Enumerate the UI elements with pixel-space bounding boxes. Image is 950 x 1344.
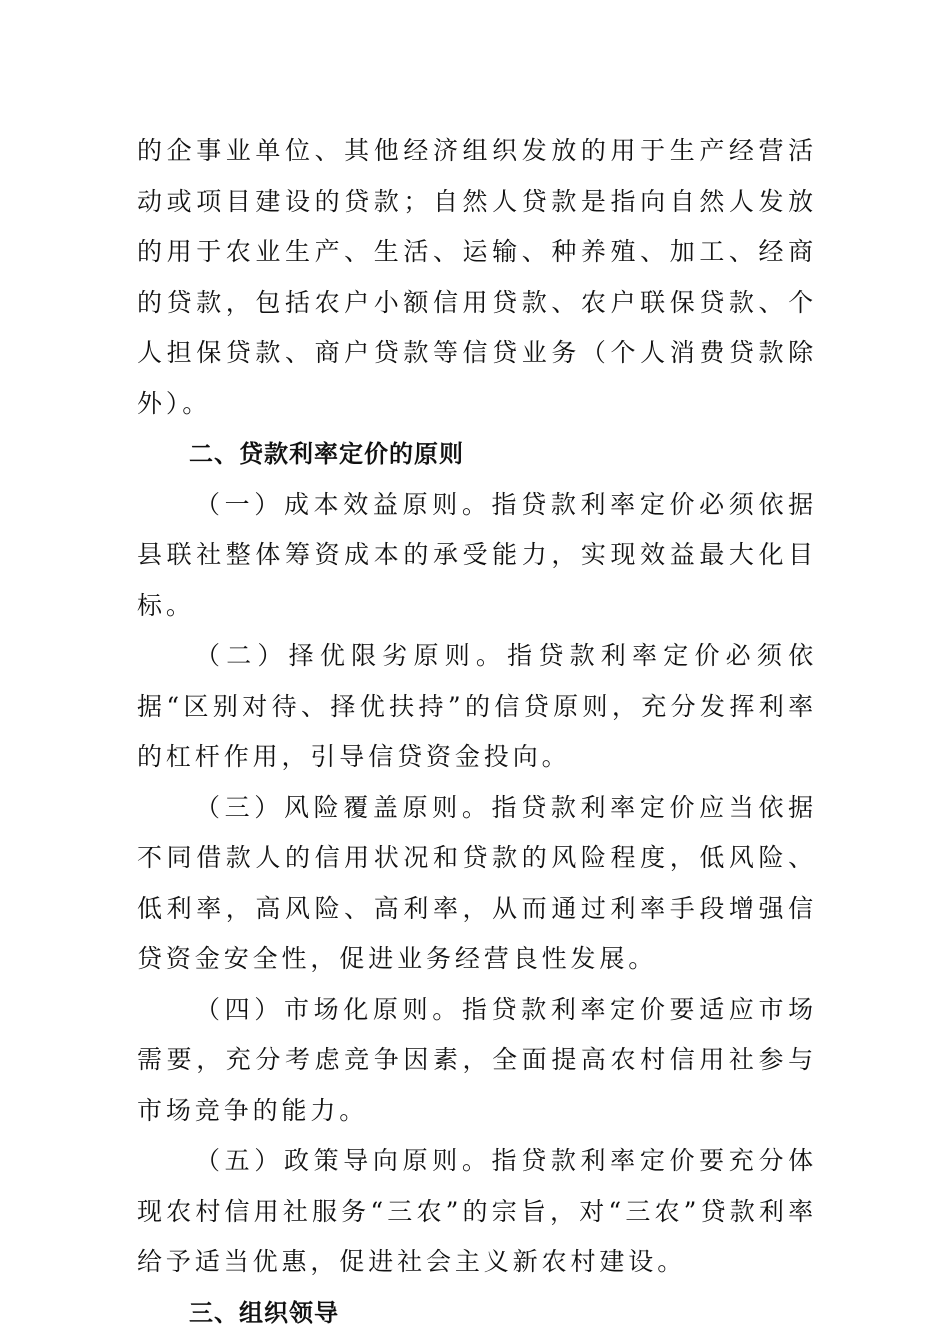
- paragraph-policy-guidance-principle: （五）政策导向原则。指贷款利率定价要充分体现农村信用社服务“三农”的宗旨，对“三农”贷款利率给予适当优惠，促进社会主义新农村建设。: [137, 1146, 817, 1276]
- paragraph-cost-benefit-principle: （一）成本效益原则。指贷款利率定价必须依据县联社整体筹资成本的承受能力，实现效益最大化目标。: [137, 489, 817, 620]
- paragraph-risk-coverage-principle: （三）风险覆盖原则。指贷款利率定价应当依据不同借款人的信用状况和贷款的风险程度，低风险、低利率，高风险、高利率，从而通过利率手段增强信贷资金安全性，促进业务经营良性发展。: [137, 792, 817, 973]
- paragraph-loan-definition: 的企事业单位、其他经济组织发放的用于生产经营活动或项目建设的贷款；自然人贷款是指向自然人发放的用于农业生产、生活、运输、种养殖、加工、经商的贷款，包括农户小额信用贷款、农户联保贷款、个人担保贷款、商户贷款等信贷业务（个人消费贷款除外）。: [137, 136, 817, 418]
- document-body: [137, 126, 817, 1338]
- section-heading-organization-leadership: 三、组织领导: [189, 1298, 339, 1327]
- paragraph-market-principle: （四）市场化原则。指贷款利率定价要适应市场需要，充分考虑竞争因素，全面提高农村信用社参与市场竞争的能力。: [137, 994, 817, 1125]
- paragraph-selective-support-principle: （二）择优限劣原则。指贷款利率定价必须依据“区别对待、择优扶持”的信贷原则，充分发挥利率的杠杆作用，引导信贷资金投向。: [137, 641, 817, 771]
- section-heading-pricing-principles: 二、贷款利率定价的原则: [189, 440, 464, 468]
